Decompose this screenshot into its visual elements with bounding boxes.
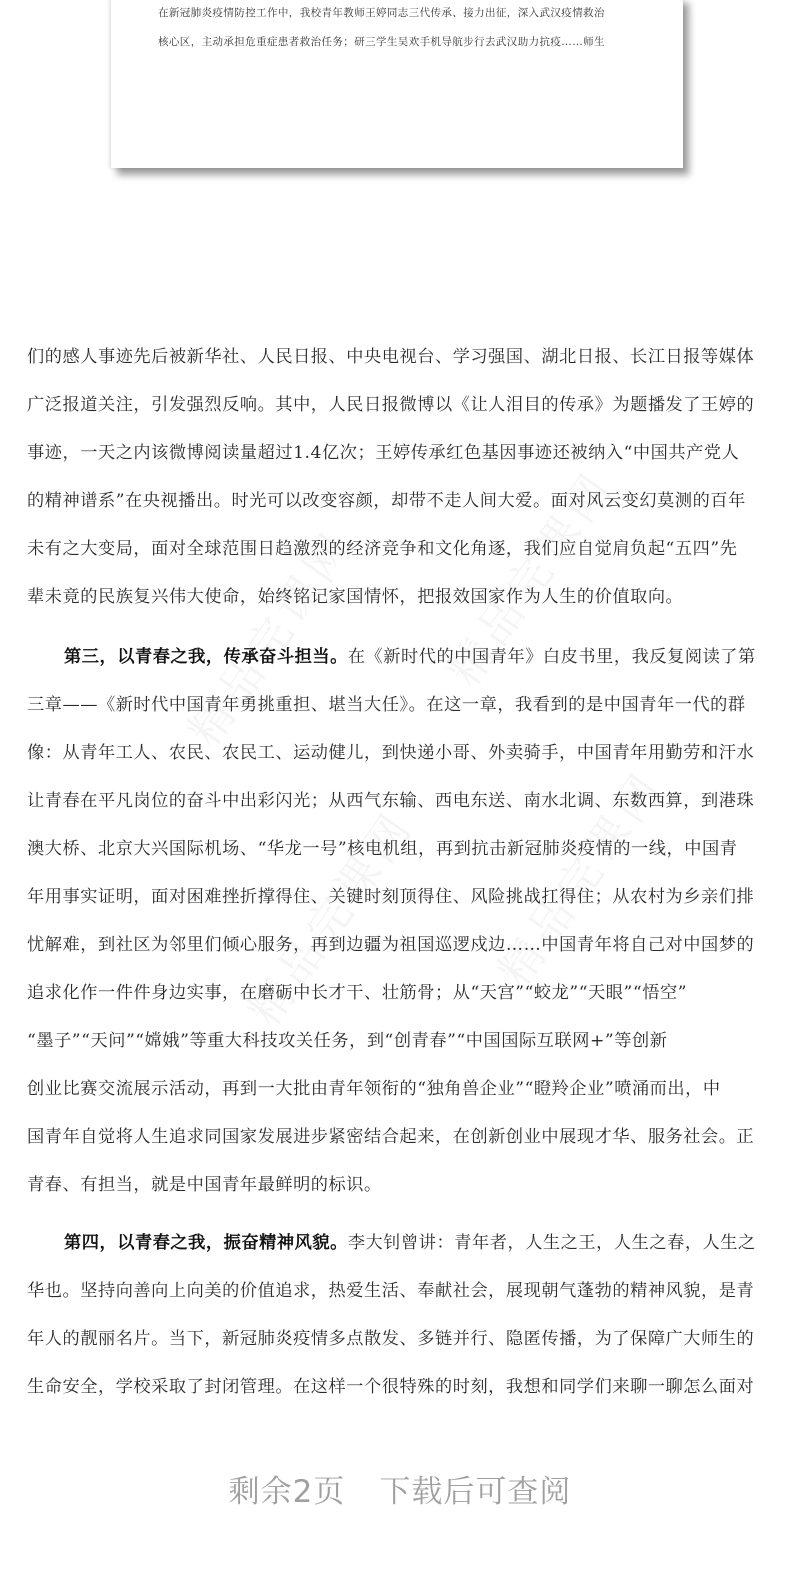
text-line: 澳大桥、北京大兴国际机场、“华龙一号”核电机组，再到抗击新冠肺炎疫情的一线，中国青 bbox=[27, 839, 738, 859]
text-line: 年用事实证明，面对困难挫折撑得住、关键时刻顶得住、风险挑战扛得住；从农村为乡亲们排 bbox=[27, 887, 755, 907]
text-line: 年人的靓丽名片。当下，新冠肺炎疫情多点散发、多链并行、隐匿传播，为了保障广大师生的 bbox=[27, 1329, 755, 1349]
text-line: 像：从青年工人、农民、农民工、运动健儿，到快递小哥、外卖骑手，中国青年用勤劳和汗水 bbox=[27, 743, 755, 763]
section-heading-fourth: 第四，以青春之我，振奋精神风貌。 bbox=[64, 1233, 348, 1253]
text-line: 的精神谱系”在央视播出。时光可以改变容颜，却带不走人间大爱。面对风云变幻莫测的百年 bbox=[27, 491, 746, 511]
text-line: 追求化作一件件身边实事，在磨砺中长才干、壮筋骨；从“天宫”“蛟龙”“天眼”“悟空” bbox=[27, 983, 688, 1003]
text-line: 忧解难，到社区为邻里们倾心服务，再到边疆为祖国巡逻戍边……中国青年将自己对中国梦的 bbox=[27, 935, 755, 955]
paragraph-heading-line bbox=[64, 645, 773, 669]
text-line: 广泛报道关注，引发强烈反响。其中，人民日报微博以《让人泪目的传承》为题播发了王婷的 bbox=[27, 395, 755, 415]
preview-line: 在新冠肺炎疫情防控工作中，我校青年教师王婷同志三代传承、接力出征，深入武汉疫情救治 bbox=[158, 7, 605, 19]
text-line: 事迹，一天之内该微博阅读量超过1.4亿次；王婷传承红色基因事迹还被纳入“中国共产党人 bbox=[27, 443, 740, 463]
remaining-pages-notice[interactable] bbox=[0, 1466, 800, 1511]
remaining-pages-label: 剩余2页 bbox=[228, 1474, 346, 1510]
text-line: 国青年自觉将人生追求同国家发展进步紧密结合起来，在创新创业中展现才华、服务社会。正 bbox=[27, 1127, 755, 1147]
text-line: 创业比赛交流展示活动，再到一大批由青年领衔的“独角兽企业”“瞪羚企业”喷涌而出，中 bbox=[27, 1079, 721, 1099]
preview-line: 核心区，主动承担危重症患者救治任务；研三学生吴欢手机导航步行去武汉助力抗疫……师生 bbox=[158, 36, 605, 48]
paragraph-heading-line bbox=[64, 1231, 773, 1255]
text-run: 李大钊曾讲：青年者，人生之王，人生之春，人生之 bbox=[347, 1233, 756, 1253]
text-line: 让青春在平凡岗位的奋斗中出彩闪光；从西气东输、西电东送、南水北调、东数西算，到港珠 bbox=[27, 791, 755, 811]
text-line: “墨子”“天问”“嫦娥”等重大科技攻关任务，到“创青春”“中国国际互联网+”等创新 bbox=[27, 1031, 668, 1051]
text-line: 辈未竟的民族复兴伟大使命，始终铭记家国情怀，把报效国家作为人生的价值取向。 bbox=[27, 587, 684, 607]
text-line: 青春、有担当，就是中国青年最鲜明的标识。 bbox=[27, 1175, 382, 1195]
section-heading-third: 第三，以青春之我，传承奋斗担当。 bbox=[64, 647, 348, 667]
text-line: 生命安全，学校采取了封闭管理。在这样一个很特殊的时刻，我想和同学们来聊一聊怎么面对 bbox=[27, 1377, 755, 1397]
text-line: 华也。坚持向善向上向美的价值追求，热爱生活、奉献社会，展现朝气蓬勃的精神风貌，是青 bbox=[27, 1281, 755, 1301]
text-line: 三章——《新时代中国青年勇挑重担、堪当大任》。在这一章，我看到的是中国青年一代的群 bbox=[27, 695, 746, 715]
text-line: 未有之大变局，面对全球范围日趋激烈的经济竞争和文化角逐，我们应自觉肩负起“五四”先 bbox=[27, 539, 738, 559]
text-line: 们的感人事迹先后被新华社、人民日报、中央电视台、学习强国、湖北日报、长江日报等媒体 bbox=[27, 347, 755, 367]
text-run: 在《新时代的中国青年》白皮书里，我反复阅读了第 bbox=[347, 647, 756, 667]
document-page-preview bbox=[111, 0, 683, 168]
download-hint-label: 下载后可查阅 bbox=[379, 1474, 572, 1510]
